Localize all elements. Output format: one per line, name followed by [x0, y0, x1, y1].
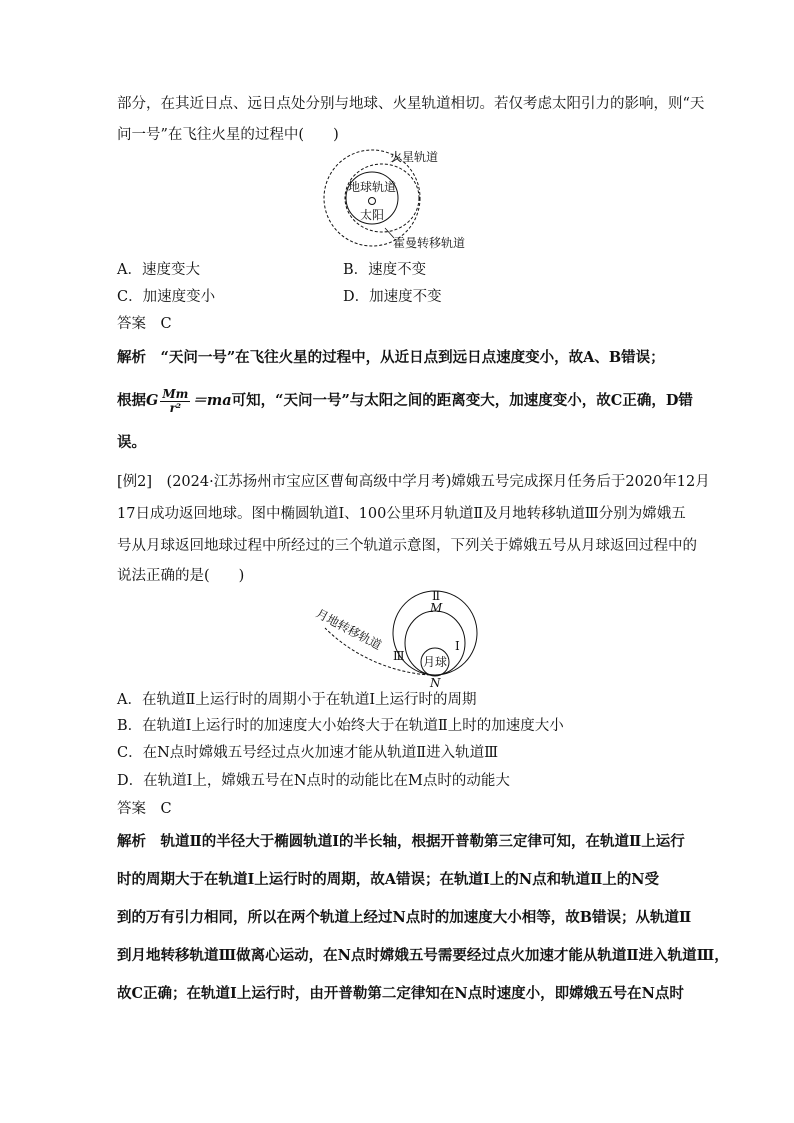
q1-option-d[interactable]: D．加速度不变 — [343, 289, 442, 305]
q1-analysis-line-3: 误。 — [117, 434, 146, 451]
orbit-3-label: Ⅲ — [393, 649, 405, 663]
orbit-2-label: Ⅱ — [432, 589, 441, 603]
q1-stem-line-1: 部分，在其近日点、远日点处分别与地球、火星轨道相切。若仅考虑太阳引力的影响，则“天 — [117, 96, 705, 112]
formula-g: G — [146, 392, 159, 409]
q2-analysis-line-2: 时的周期大于在轨道Ⅰ上运行时的周期，故A错误；在轨道Ⅰ上的N点和轨道Ⅱ上的N受 — [117, 871, 660, 888]
sun-icon — [369, 198, 376, 205]
earth-orbit-label: 地球轨道 — [348, 180, 397, 194]
sun-label: 太阳 — [360, 208, 385, 222]
q2-option-b[interactable]: B．在轨道Ⅰ上运行时的加速度大小始终大于在轨道Ⅱ上时的加速度大小 — [117, 718, 564, 734]
orbit-1-label: Ⅰ — [455, 639, 460, 653]
q1-stem-line-2: 问一号”在飞往火星的过程中( ) — [117, 127, 339, 143]
q2-stem-line-4: 说法正确的是( ) — [117, 568, 245, 584]
hohmann-orbit-label: 霍曼转移轨道 — [393, 236, 466, 250]
formula-rhs: ＝ma — [192, 392, 232, 409]
q2-analysis-line-5: 故C正确；在轨道Ⅰ上运行时，由开普勒第二定律知在N点时速度小，即嫦娥五号在N点时 — [117, 985, 684, 1002]
q2-answer: 答案 C — [117, 801, 172, 817]
q2-analysis-line-1: 解析 轨道Ⅱ的半径大于椭圆轨道Ⅰ的半长轴，根据开普勒第三定律可知，在轨道Ⅱ上运行 — [117, 833, 685, 850]
mars-orbit-label: 火星轨道 — [390, 150, 439, 164]
q1-option-b[interactable]: B．速度不变 — [343, 262, 427, 278]
q1-answer: 答案 C — [117, 316, 172, 332]
q1-analysis-suffix: 可知，“天问一号”与太阳之间的距离变大，加速度变小，故C正确，D错 — [231, 392, 693, 409]
formula-numerator: Mm — [162, 386, 189, 401]
point-m-label: M — [430, 601, 443, 615]
orbit-diagram-moon — [305, 588, 495, 688]
q2-analysis-line-4: 到月地转移轨道Ⅲ做离心运动，在N点时嫦娥五号需要经过点火加速才能从轨道Ⅱ进入轨道Ⅲ， — [117, 947, 729, 964]
q1-analysis-prefix: 根据 — [117, 392, 146, 409]
q1-analysis-line-1: 解析 “天问一号”在飞往火星的过程中，从近日点到远日点速度变小，故A、B错误； — [117, 349, 665, 366]
q2-option-d[interactable]: D．在轨道Ⅰ上，嫦娥五号在N点时的动能比在M点时的动能大 — [117, 773, 510, 789]
q1-option-a[interactable]: A．速度变大 — [117, 262, 200, 278]
transfer-orbit-label: 月地转移轨道 — [313, 606, 384, 653]
q2-stem-line-2: 17日成功返回地球。图中椭圆轨道Ⅰ、100公里环月轨道Ⅱ及月地转移轨道Ⅲ分别为嫦娥五 — [117, 506, 686, 522]
q2-option-c[interactable]: C．在N点时嫦娥五号经过点火加速才能从轨道Ⅱ进入轨道Ⅲ — [117, 745, 499, 761]
formula-fraction — [160, 388, 190, 415]
q2-option-a[interactable]: A．在轨道Ⅱ上运行时的周期小于在轨道Ⅰ上运行时的周期 — [117, 692, 477, 708]
q1-option-c[interactable]: C．加速度变小 — [117, 289, 216, 305]
q1-analysis-line-2 — [117, 386, 693, 416]
formula-denominator: r² — [169, 400, 182, 415]
moon-label: 月球 — [423, 655, 448, 669]
q2-stem-line-1: [例2] (2024·江苏扬州市宝应区曹甸高级中学月考)嫦娥五号完成探月任务后于2020年12月 — [117, 474, 710, 490]
q2-stem-line-3: 号从月球返回地球过程中所经过的三个轨道示意图，下列关于嫦娥五号从月球返回过程中的 — [117, 538, 697, 554]
point-n-label: N — [430, 676, 441, 688]
q2-analysis-line-3: 到的万有引力相同，所以在两个轨道上经过N点时的加速度大小相等，故B错误；从轨道Ⅱ — [117, 909, 692, 926]
orbit-diagram-hohmann — [322, 146, 482, 256]
